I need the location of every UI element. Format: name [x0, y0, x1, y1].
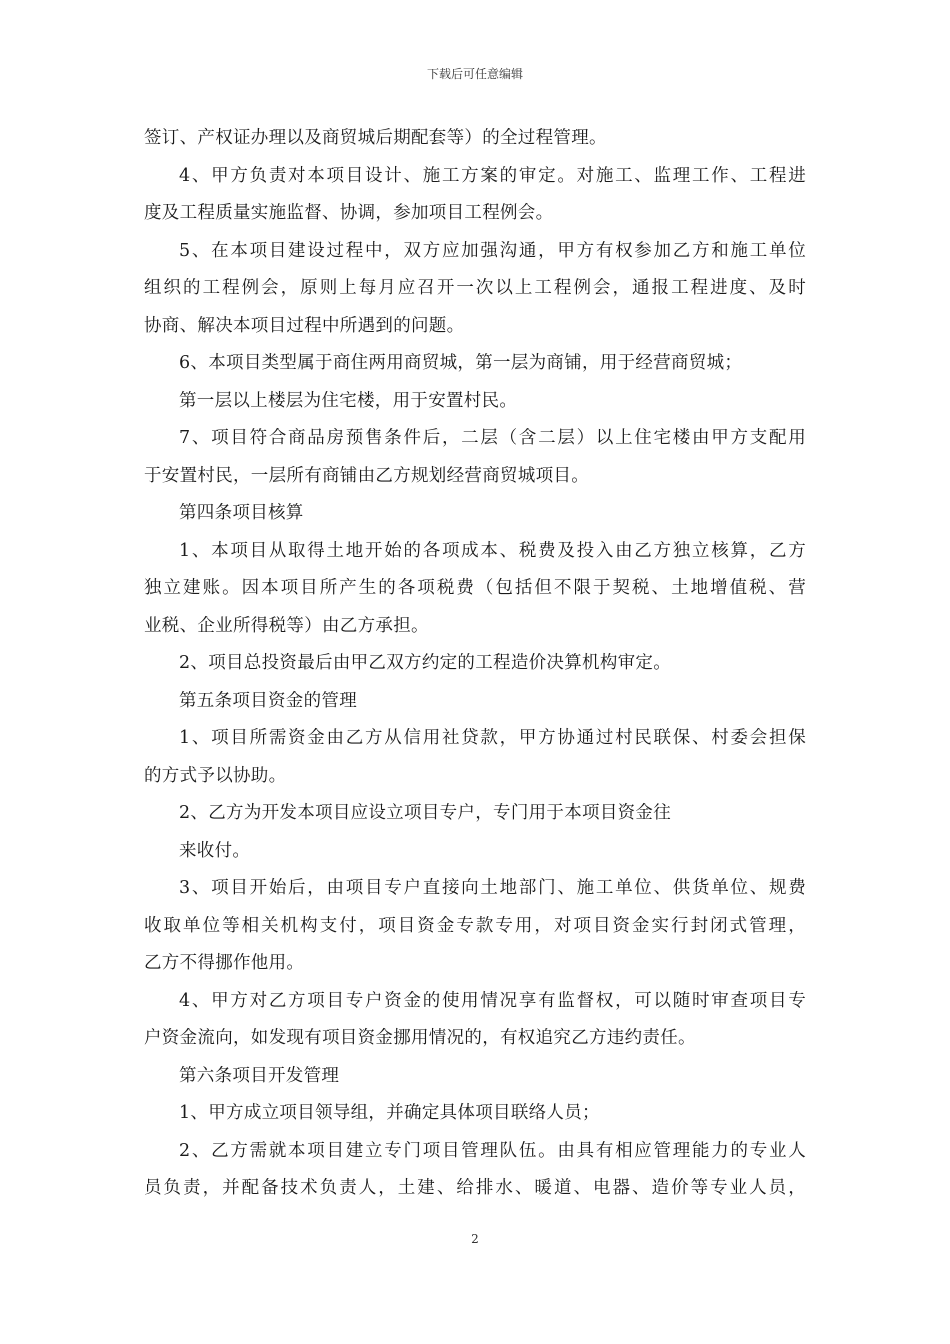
text-line: 1、本项目从取得土地开始的各项成本、税费及投入由乙方独立核算，乙方 [179, 540, 806, 561]
text-line: 户资金流向，如发现有项目资金挪用情况的，有权追究乙方违约责任。 [144, 1028, 696, 1048]
text-line: 签订、产权证办理以及商贸城后期配套等）的全过程管理。 [144, 128, 607, 148]
text-line: 7、项目符合商品房预售条件后，二层（含二层）以上住宅楼由甲方支配用 [179, 428, 806, 448]
text-line: 的方式予以协助。 [144, 765, 287, 786]
text-line: 来收付。 [179, 840, 251, 861]
page-number: 2 [471, 1232, 479, 1246]
text-line: 1、甲方成立项目领导组，并确定具体项目联络人员； [179, 1103, 600, 1123]
text-line: 乙方不得挪作他用。 [144, 953, 305, 973]
text-line: 业税、企业所得税等）由乙方承担。 [144, 615, 429, 636]
text-line: 第五条项目资金的管理 [179, 690, 357, 711]
text-line: 4、甲方对乙方项目专户资金的使用情况享有监督权，可以随时审查项目专 [179, 990, 806, 1011]
document-body [144, 120, 806, 1208]
text-line: 2、乙方需就本项目建立专门项目管理队伍。由具有相应管理能力的专业人 [179, 1140, 806, 1161]
text-line: 收取单位等相关机构支付，项目资金专款专用，对项目资金实行封闭式管理， [144, 915, 806, 936]
text-line: 4、甲方负责对本项目设计、施工方案的审定。对施工、监理工作、工程进 [179, 165, 806, 186]
text-line: 6、本项目类型属于商住两用商贸城，第一层为商铺，用于经营商贸城； [179, 353, 743, 373]
text-line: 组织的工程例会，原则上每月应召开一次以上工程例会，通报工程进度、及时 [144, 278, 806, 298]
page-header: 下载后可任意编辑 [426, 67, 523, 81]
text-line: 协商、解决本项目过程中所遇到的问题。 [144, 315, 465, 336]
text-line: 1、项目所需资金由乙方从信用社贷款，甲方协通过村民联保、村委会担保 [179, 728, 806, 748]
text-line: 第一层以上楼层为住宅楼，用于安置村民。 [179, 390, 518, 411]
text-line: 3、项目开始后，由项目专户直接向土地部门、施工单位、供货单位、规费 [179, 878, 806, 898]
text-line: 于安置村民，一层所有商铺由乙方规划经营商贸城项目。 [144, 465, 589, 486]
text-line: 独立建账。因本项目所产生的各项税费（包括但不限于契税、土地增值税、营 [144, 578, 806, 598]
text-line: 度及工程质量实施监督、协调，参加项目工程例会。 [144, 203, 554, 223]
text-line: 2、项目总投资最后由甲乙双方约定的工程造价决算机构审定。 [179, 653, 672, 673]
text-line: 5、在本项目建设过程中，双方应加强沟通，甲方有权参加乙方和施工单位 [179, 240, 806, 261]
text-line: 第六条项目开发管理 [179, 1065, 340, 1086]
text-line: 员负责，并配备技术负责人，土建、给排水、暖道、电器、造价等专业人员， [144, 1178, 806, 1198]
text-line: 2、乙方为开发本项目应设立项目专户，专门用于本项目资金往 [179, 803, 672, 823]
text-line: 第四条项目核算 [179, 503, 304, 523]
